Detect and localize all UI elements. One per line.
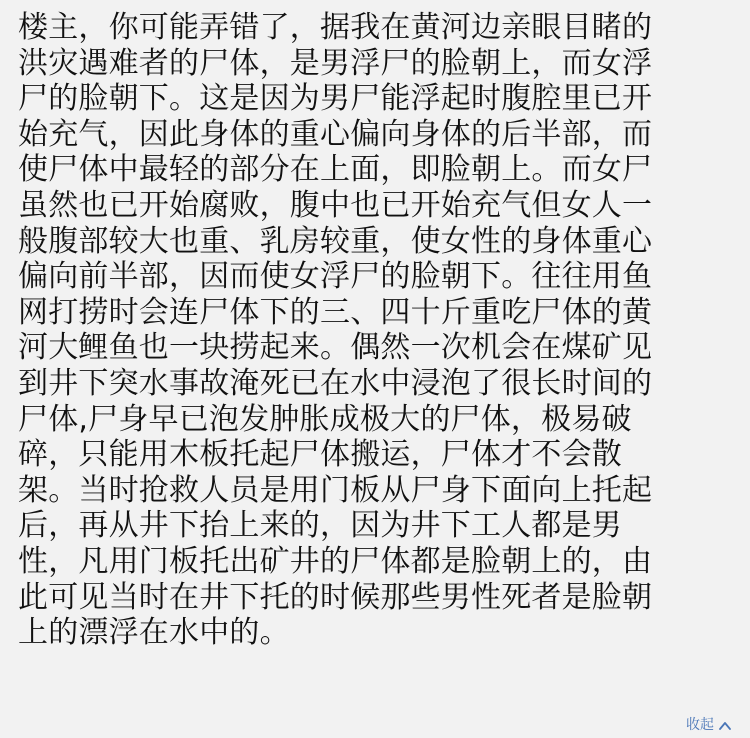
post-line: 到井下突水事故淹死已在水中浸泡了很长时间的 xyxy=(18,365,653,401)
post-line: 性，凡用门板托出矿井的尸体都是脸朝上的，由 xyxy=(18,543,653,579)
collapse-button[interactable] xyxy=(686,714,732,736)
post-line: 般腹部较大也重、乳房较重，使女性的身体重心 xyxy=(18,223,653,259)
post-line: 尸的脸朝下。这是因为男尸能浮起时腹腔里已开 xyxy=(18,81,653,117)
chevron-up-icon xyxy=(718,718,732,732)
post-line: 楼主，你可能弄错了，据我在黄河边亲眼目睹的 xyxy=(18,10,653,45)
post-line: 洪灾遇难者的尸体，是男浮尸的脸朝上，而女浮 xyxy=(18,45,653,81)
post-line: 尸体,尸身早已泡发肿胀成极大的尸体，极易破 xyxy=(18,401,632,437)
post-line: 后，再从井下抬上来的，因为井下工人都是男 xyxy=(18,508,622,544)
post-line: 上的漂浮在水中的。 xyxy=(18,615,290,651)
post-line: 使尸体中最轻的部分在上面，即脸朝上。而女尸 xyxy=(18,152,653,188)
post-line: 架。当时抢救人员是用门板从尸身下面向上托起 xyxy=(18,472,653,508)
post-line: 碎，只能用木板托起尸体搬运，尸体才不会散 xyxy=(18,437,622,473)
post-line: 始充气，因此身体的重心偏向身体的后半部，而 xyxy=(18,116,653,152)
post-body xyxy=(18,10,738,738)
collapse-label: 收起 xyxy=(686,717,714,733)
post-line: 网打捞时会连尸体下的三、四十斤重吃尸体的黄 xyxy=(18,294,653,330)
post-line: 河大鲤鱼也一块捞起来。偶然一次机会在煤矿见 xyxy=(18,330,653,366)
post-line: 此可见当时在井下托的时候那些男性死者是脸朝 xyxy=(18,579,653,615)
post-line: 虽然也已开始腐败，腹中也已开始充气但女人一 xyxy=(18,187,653,223)
post-line: 偏向前半部，因而使女浮尸的脸朝下。往往用鱼 xyxy=(18,259,653,295)
